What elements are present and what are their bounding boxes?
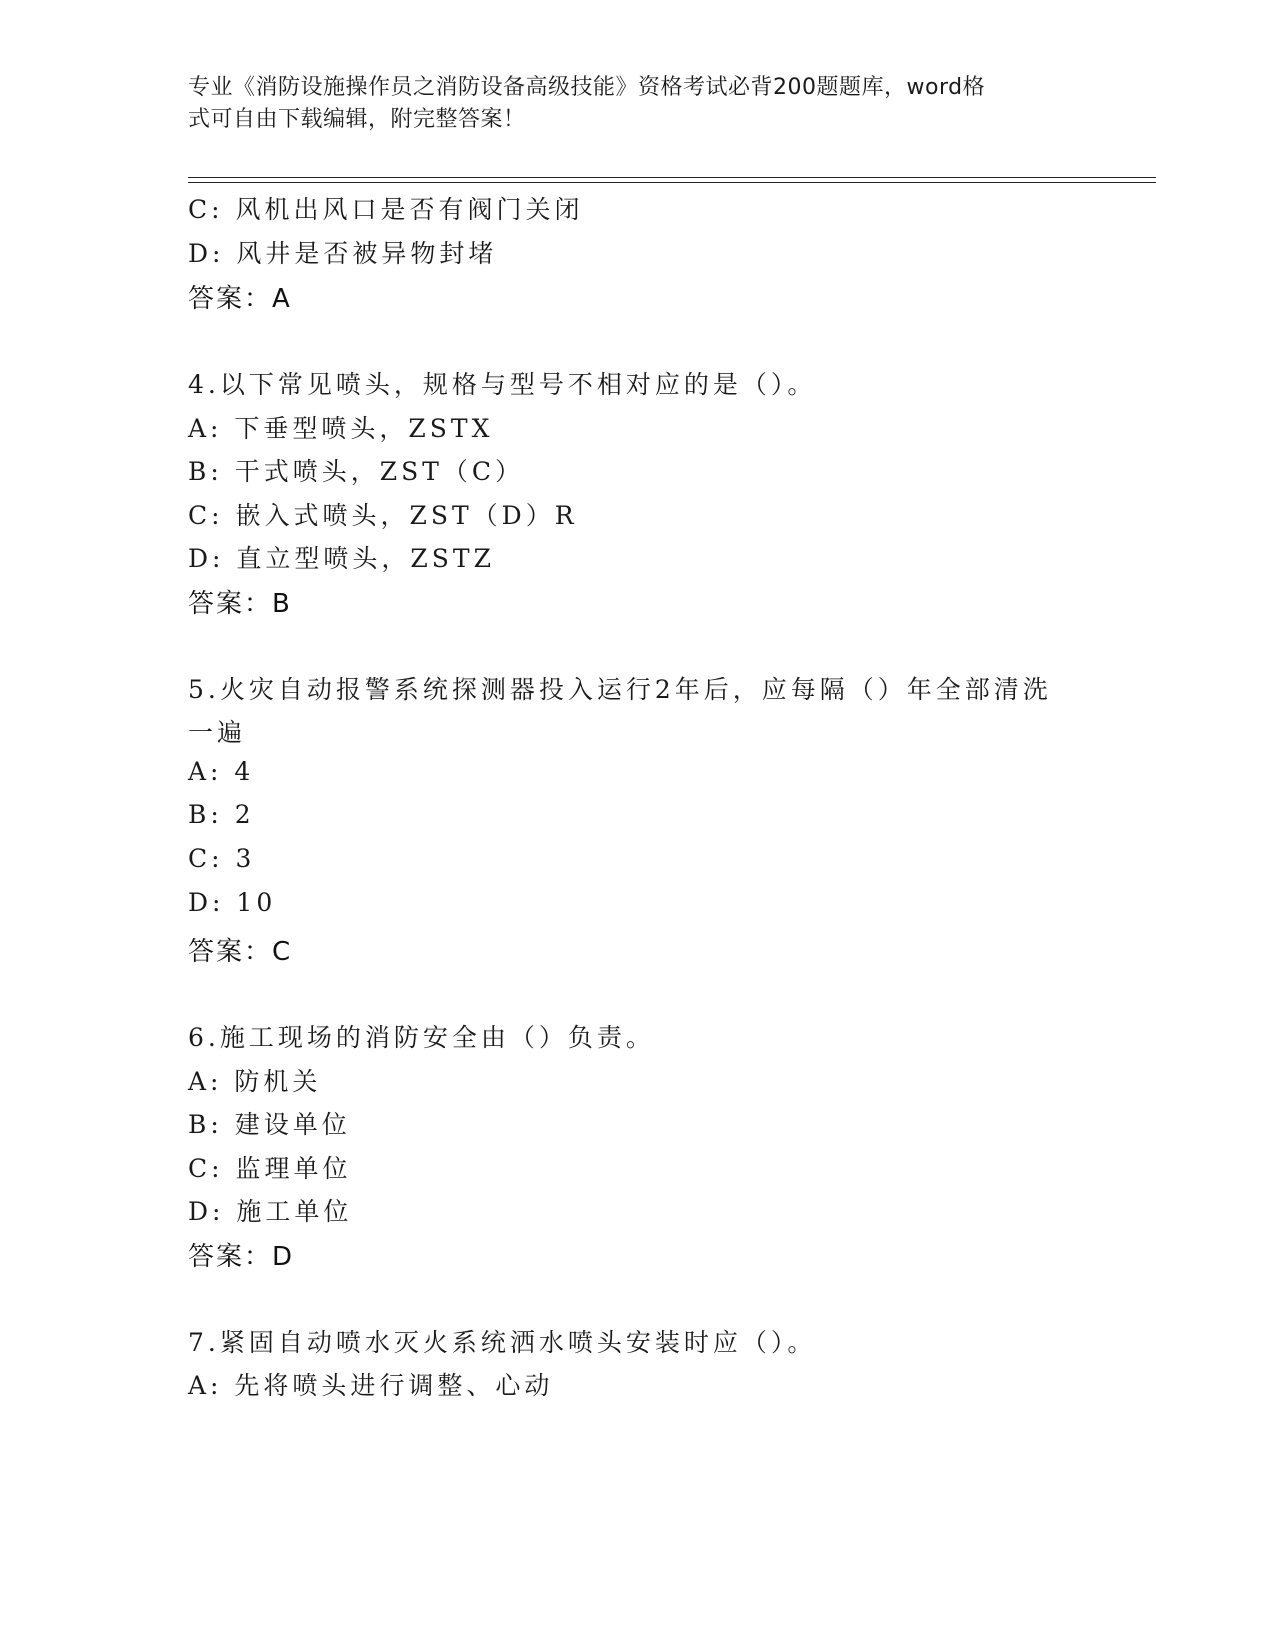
q7-question: 7.紧固自动喷水灭火系统洒水喷头安装时应（）。 <box>188 1328 817 1357</box>
q4-option-d: D: 直立型喷头，ZSTZ <box>188 544 495 573</box>
q6-option-d: D: 施工单位 <box>188 1197 353 1226</box>
q4-question: 4.以下常见喷头，规格与型号不相对应的是（）。 <box>188 370 817 399</box>
q6-option-c: C: 监理单位 <box>188 1154 352 1183</box>
q6-option-a: A: 防机关 <box>188 1067 322 1096</box>
q6-question: 6.施工现场的消防安全由（）负责。 <box>188 1023 655 1052</box>
q6-option-b: B: 建设单位 <box>188 1110 351 1139</box>
q5-question-line-1: 5.火灾自动报警系统探测器投入运行2年后，应每隔（）年全部清洗 <box>188 675 1052 704</box>
q5-option-b: B: 2 <box>188 800 255 829</box>
q5-option-d: D: 10 <box>188 888 277 917</box>
q4-option-b: B: 干式喷头，ZST（C） <box>188 457 525 486</box>
q5-option-c: C: 3 <box>188 844 256 873</box>
document-header <box>188 72 1068 136</box>
header-divider-bottom <box>188 182 1156 183</box>
q5-question-line-2: 一遍 <box>188 718 247 747</box>
q4-option-a: A: 下垂型喷头，ZSTX <box>188 414 494 443</box>
q5-option-a: A: 4 <box>188 757 255 786</box>
q3-option-d: D: 风井是否被异物封堵 <box>188 239 498 268</box>
header-line-1: 专业《消防设施操作员之消防设备高级技能》资格考试必背200题题库，word格 <box>188 75 986 100</box>
q7-option-a: A: 先将喷头进行调整、心动 <box>188 1371 554 1400</box>
q5-answer: 答案：C <box>188 937 293 967</box>
header-line-2: 式可自由下载编辑，附完整答案！ <box>188 107 526 132</box>
q6-answer: 答案：D <box>188 1242 295 1272</box>
q3-answer: 答案：A <box>188 284 292 314</box>
q4-answer: 答案：B <box>188 589 292 619</box>
q4-option-c: C: 嵌入式喷头，ZST（D）R <box>188 501 578 530</box>
q3-option-c: C: 风机出风口是否有阀门关闭 <box>188 195 584 224</box>
header-divider-top <box>188 177 1156 178</box>
